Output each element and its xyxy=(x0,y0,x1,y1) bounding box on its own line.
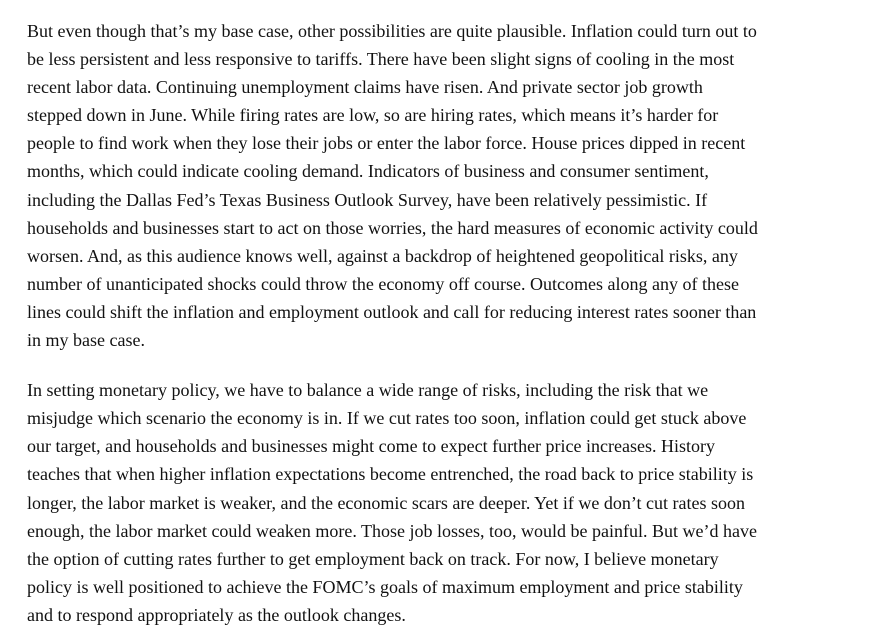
text-line: policy is well positioned to achieve the FOMC’s goals of maximum employment and price stability xyxy=(27,576,743,597)
paragraph-monetary-policy xyxy=(27,376,840,629)
text-line: be less persistent and less responsive to tariffs. There have been slight signs of cooling in the most xyxy=(27,49,735,70)
text-line: longer, the labor market is weaker, and the economic scars are deeper. Yet if we don’t cut rates soon xyxy=(27,492,745,513)
text-line: lines could shift the inflation and employment outlook and call for reducing interest rates sooner than xyxy=(27,301,757,322)
text-line: our target, and households and businesses might come to expect further price increases. History xyxy=(27,436,715,457)
text-line: stepped down in June. While firing rates are low, so are hiring rates, which means it’s harder for xyxy=(27,105,719,126)
text-line: But even though that’s my base case, other possibilities are quite plausible. Inflation could turn out to xyxy=(27,21,757,41)
text-line: enough, the labor market could weaken more. Those job losses, too, would be painful. But we’d have xyxy=(27,520,757,541)
text-line: teaches that when higher inflation expectations become entrenched, the road back to price stability is xyxy=(27,464,754,485)
text-line: In setting monetary policy, we have to balance a wide range of risks, including the risk that we xyxy=(27,380,709,401)
text-line: people to find work when they lose their jobs or enter the labor force. House prices dipped in recent xyxy=(27,133,746,154)
text-line: worsen. And, as this audience knows well, against a backdrop of heightened geopolitical risks, any xyxy=(27,245,738,266)
text-line: months, which could indicate cooling demand. Indicators of business and consumer sentiment, xyxy=(27,161,709,182)
text-line: and to respond appropriately as the outlook changes. xyxy=(27,604,406,625)
text-line: in my base case. xyxy=(27,330,145,351)
text-line: recent labor data. Continuing unemployment claims have risen. And private sector job growth xyxy=(27,77,703,98)
paragraph-risk-scenarios xyxy=(27,17,840,354)
text-line: households and businesses start to act on those worries, the hard measures of economic activity could xyxy=(27,217,758,238)
text-line: number of unanticipated shocks could throw the economy off course. Outcomes along any of these xyxy=(27,273,739,294)
text-line: the option of cutting rates further to get employment back on track. For now, I believe monetary xyxy=(27,548,719,569)
text-line: misjudge which scenario the economy is in. If we cut rates too soon, inflation could get stuck above xyxy=(27,408,747,429)
text-line: including the Dallas Fed’s Texas Business Outlook Survey, have been relatively pessimistic. If xyxy=(27,189,708,210)
